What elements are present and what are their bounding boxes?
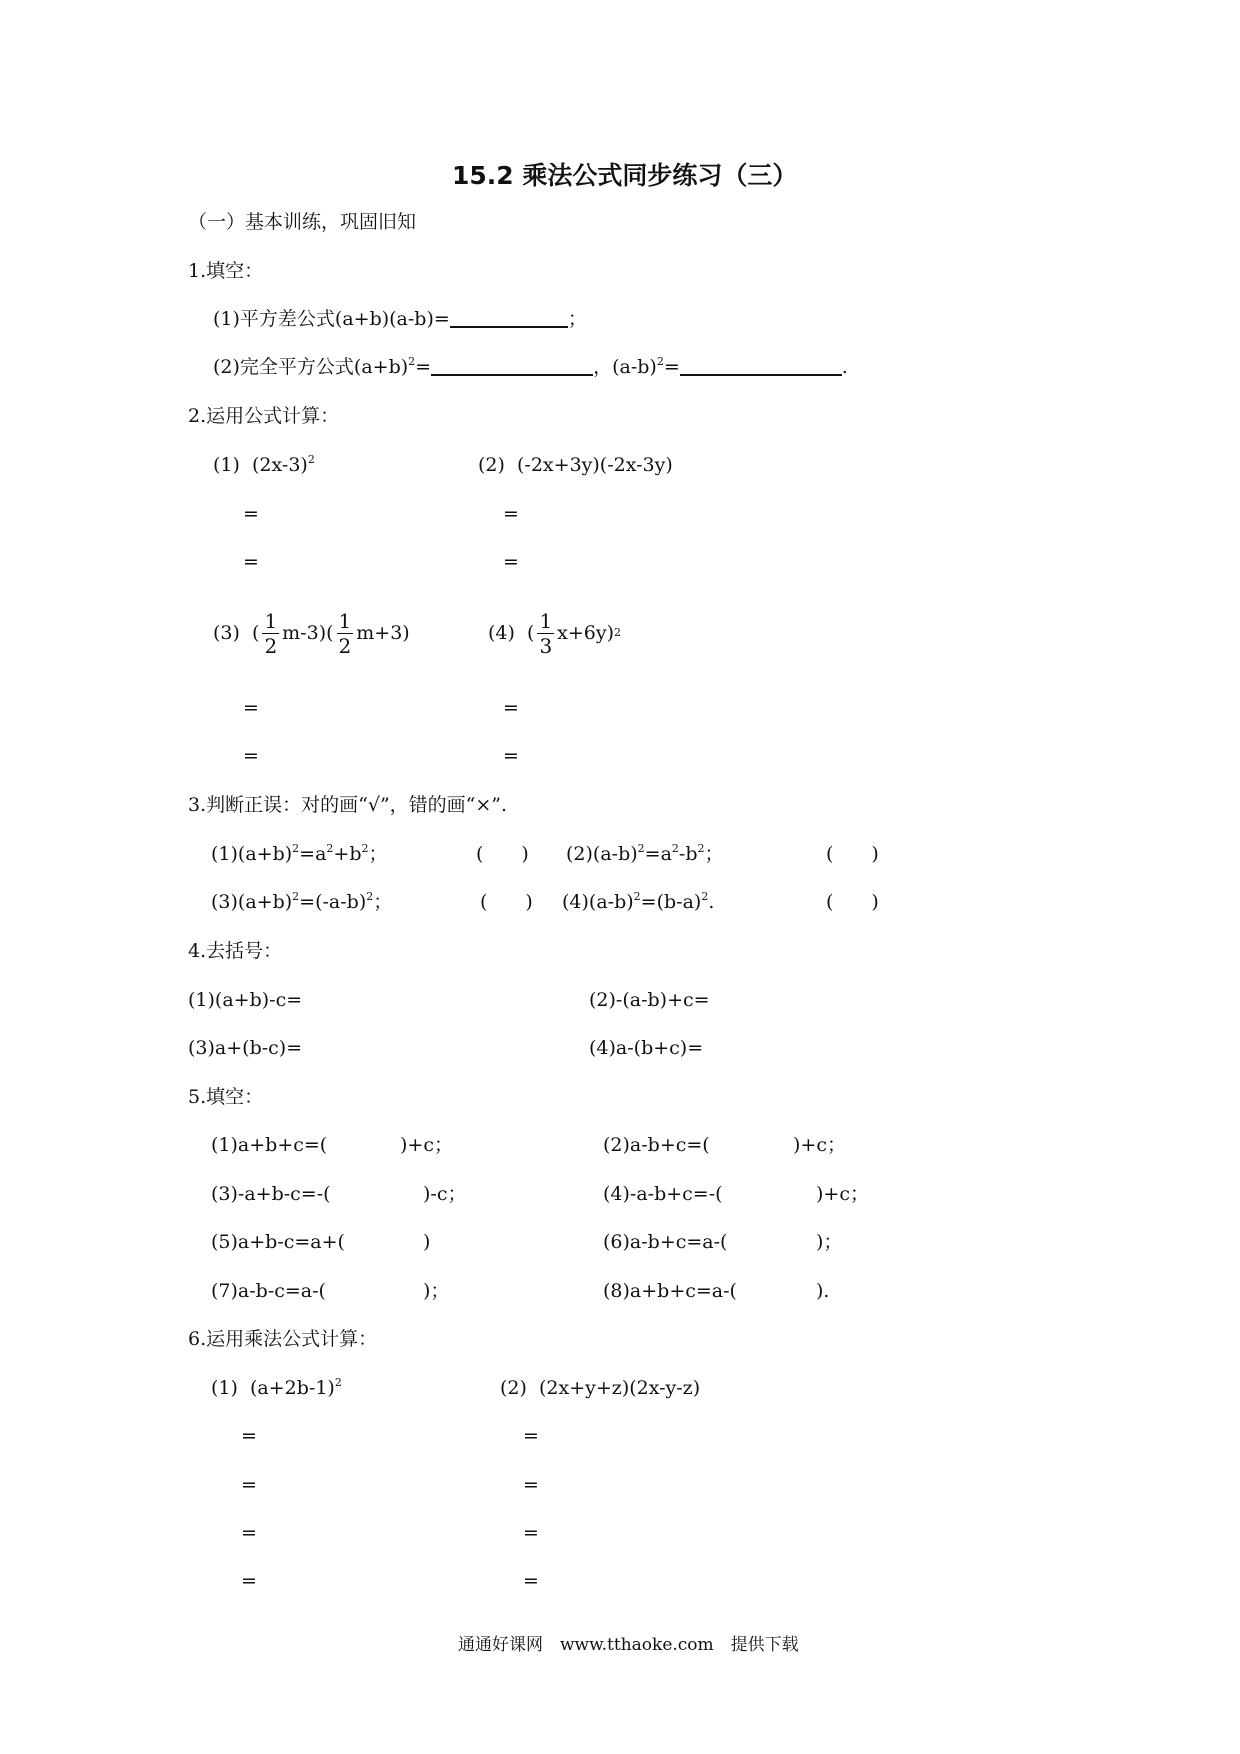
equals-sign: = [523, 1570, 539, 1592]
q3-part3: $(3)(a+b)^2=(-a-b)^2$； [211, 890, 393, 913]
q2-part2: (2) (-2x+3y)(-2x-3y) [478, 454, 673, 476]
q6-part1: (1) $(a+2b-1)^2$ [211, 1376, 342, 1399]
q5-part7: (7)a-b-c=a-( [211, 1280, 326, 1302]
q5-part8: (8)a+b+c=a-( [603, 1280, 737, 1302]
answer-blank[interactable] [680, 373, 842, 376]
section-heading: （一）基本训练，巩固旧知 [188, 211, 417, 233]
judge-paren[interactable]: ( ) [480, 891, 533, 913]
q5-part3: (3)-a+b-c=-( [211, 1183, 331, 1205]
equals-sign: = [503, 503, 519, 525]
equals-sign: = [503, 745, 519, 767]
q4-part2: (2)-(a-b)+c= [589, 989, 710, 1011]
fraction: $\frac{1}{2}$ [338, 608, 352, 658]
equals-sign: = [243, 697, 259, 719]
answer-blank[interactable] [431, 373, 593, 376]
q4-part1: (1)(a+b)-c= [188, 989, 303, 1011]
q4-heading: 4.去括号： [188, 940, 283, 962]
equals-sign: = [503, 697, 519, 719]
q5-part1-end: )+c； [400, 1134, 453, 1156]
judge-paren[interactable]: ( ) [826, 843, 879, 865]
equals-sign: = [523, 1522, 539, 1544]
q5-part3-end: )-c； [423, 1183, 467, 1205]
q5-part8-end: ). [816, 1280, 830, 1302]
equals-sign: = [243, 503, 259, 525]
q3-part1: $(1)(a+b)^2=a^2+b^2$； [211, 842, 388, 865]
q2-part1: (1) $(2x-3)^2$ [213, 453, 315, 476]
equals-sign: = [241, 1522, 257, 1544]
q2-part3: (3) ( $\frac{1}{2}$ m-3)( $\frac{1}{2}$ m+3) [213, 608, 410, 658]
q5-part6-end: )； [816, 1231, 843, 1253]
equals-sign: = [523, 1425, 539, 1447]
q5-part6: (6)a-b+c=a-( [603, 1231, 728, 1253]
equals-sign: = [241, 1474, 257, 1496]
exponent: 2 [408, 355, 416, 368]
q1-heading: 1.填空： [188, 260, 264, 282]
equals-sign: = [241, 1425, 257, 1447]
judge-paren[interactable]: ( ) [826, 891, 879, 913]
q5-part7-end: )； [423, 1280, 450, 1302]
q5-part4-end: )+c； [816, 1183, 869, 1205]
judge-paren[interactable]: ( ) [476, 843, 529, 865]
equals-sign: = [241, 1570, 257, 1592]
footer-credit: 通通好课网 www.tthaoke.com 提供下载 [458, 1635, 799, 1655]
exponent: 2 [334, 1376, 342, 1389]
q5-part5: (5)a+b-c=a+( [211, 1231, 345, 1253]
equals-sign: = [523, 1474, 539, 1496]
equals-sign: = [243, 551, 259, 573]
equals-sign: = [243, 745, 259, 767]
fraction: $\frac{1}{2}$ [264, 608, 278, 658]
q6-part2: (2) (2x+y+z)(2x-y-z) [500, 1377, 701, 1399]
q1-part1: (1)平方差公式(a+b)(a-b)= ； [213, 308, 587, 330]
fraction: $\frac{1}{3}$ [539, 608, 553, 658]
q3-part2: $(2)(a-b)^2=a^2-b^2$； [566, 842, 724, 865]
q3-part4: $(4)(a-b)^2=(b-a)^2$. [562, 890, 715, 913]
q5-part5-end: ) [423, 1231, 431, 1253]
page-title: 15.2 乘法公式同步练习（三） [452, 161, 798, 190]
q4-part3: (3)a+(b-c)= [188, 1037, 303, 1059]
q2-part4: (4) ( $\frac{1}{3}$ x+6y) 2 [488, 608, 622, 658]
exponent: 2 [656, 355, 664, 368]
q6-heading: 6.运用乘法公式计算： [188, 1328, 378, 1350]
q4-part4: (4)a-(b+c)= [589, 1037, 704, 1059]
q1-part2: (2)完全平方公式$(a+b)^2=$ ，$(a-b)^2=$ . [213, 355, 848, 378]
q5-part1: (1)a+b+c=( [211, 1134, 328, 1156]
q5-part2-end: )+c； [793, 1134, 846, 1156]
exponent: 2 [307, 453, 315, 466]
q2-heading: 2.运用公式计算： [188, 405, 340, 427]
q5-part4: (4)-a-b+c=-( [603, 1183, 723, 1205]
equals-sign: = [503, 551, 519, 573]
q5-heading: 5.填空： [188, 1086, 264, 1108]
q5-part2: (2)a-b+c=( [603, 1134, 710, 1156]
q3-heading: 3.判断正误：对的画“√”，错的画“×”. [188, 794, 508, 816]
answer-blank[interactable] [450, 325, 568, 328]
